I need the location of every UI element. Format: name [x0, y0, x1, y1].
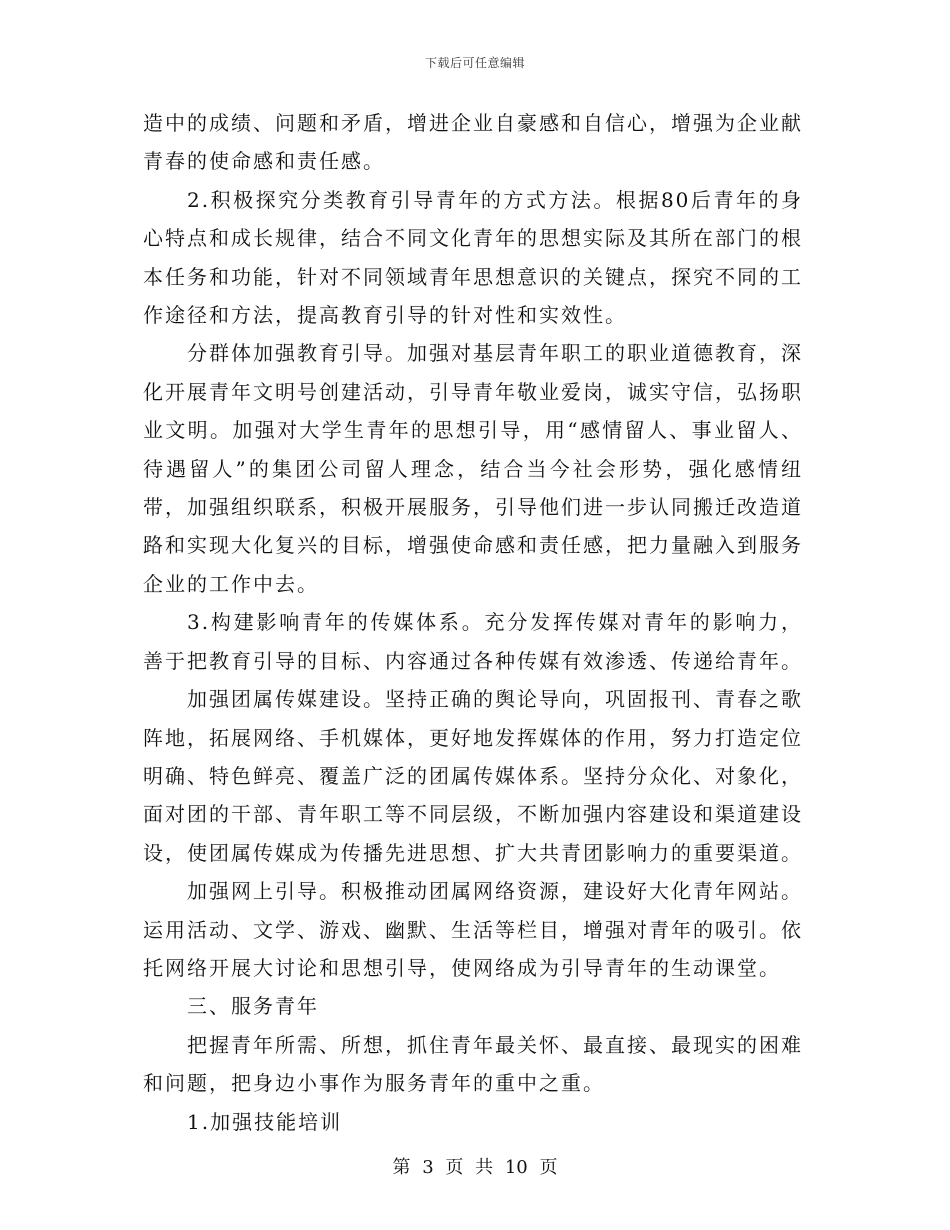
- paragraph: 分群体加强教育引导。加强对基层青年职工的职业道德教育，深化开展青年文明号创建活动，引导青年敬业爱岗，诚实守信，弘扬职业文明。加强对大学生青年的思想引导，用“感情留人、事业留人、待遇留人”的集团公司留人理念，结合当今社会形势，强化感情纽带，加强组织联系，积极开展服务，引导他们进一步认同搬迁改造道路和实现大化复兴的目标，增强使命感和责任感，把力量融入到服务企业的工作中去。: [143, 341, 803, 596]
- page-number-footer: 第 3 页 共 10 页: [392, 1157, 558, 1178]
- subsection-heading: 1.加强技能培训: [187, 1109, 343, 1134]
- paragraph: 3.构建影响青年的传媒体系。充分发挥传媒对青年的影响力，善于把教育引导的目标、内容通过各种传媒有效渗透、传递给青年。: [143, 610, 803, 673]
- paragraph: 2.积极探究分类教育引导青年的方式方法。根据80后青年的身心特点和成长规律，结合不同文化青年的思想实际及其所在部门的根本任务和功能，针对不同领域青年思想意识的关键点，探究不同的工作途径和方法，提高教育引导的针对性和实效性。: [143, 187, 803, 328]
- paragraph: 加强网上引导。积极推动团属网络资源，建设好大化青年网站。运用活动、文学、游戏、幽默、生活等栏目，增强对青年的吸引。依托网络开展大讨论和思想引导，使网络成为引导青年的生动课堂。: [143, 879, 803, 980]
- page-header: 下载后可任意编辑: [424, 56, 525, 70]
- paragraph: 加强团属传媒建设。坚持正确的舆论导向，巩固报刊、青春之歌阵地，拓展网络、手机媒体，更好地发挥媒体的作用，努力打造定位明确、特色鲜亮、覆盖广泛的团属传媒体系。坚持分众化、对象化，面对团的干部、青年职工等不同层级，不断加强内容建设和渠道建设设，使团属传媒成为传播先进思想、扩大共青团影响力的重要渠道。: [143, 687, 803, 865]
- document-body: [143, 104, 803, 1141]
- section-heading: 三、服务青年: [187, 994, 319, 1019]
- paragraph: 把握青年所需、所想，抓住青年最关怀、最直接、最现实的困难和问题，把身边小事作为服务青年的重中之重。: [143, 1032, 803, 1096]
- paragraph: 造中的成绩、问题和矛盾，增进企业自豪感和自信心，增强为企业献青春的使命感和责任感。: [143, 111, 803, 174]
